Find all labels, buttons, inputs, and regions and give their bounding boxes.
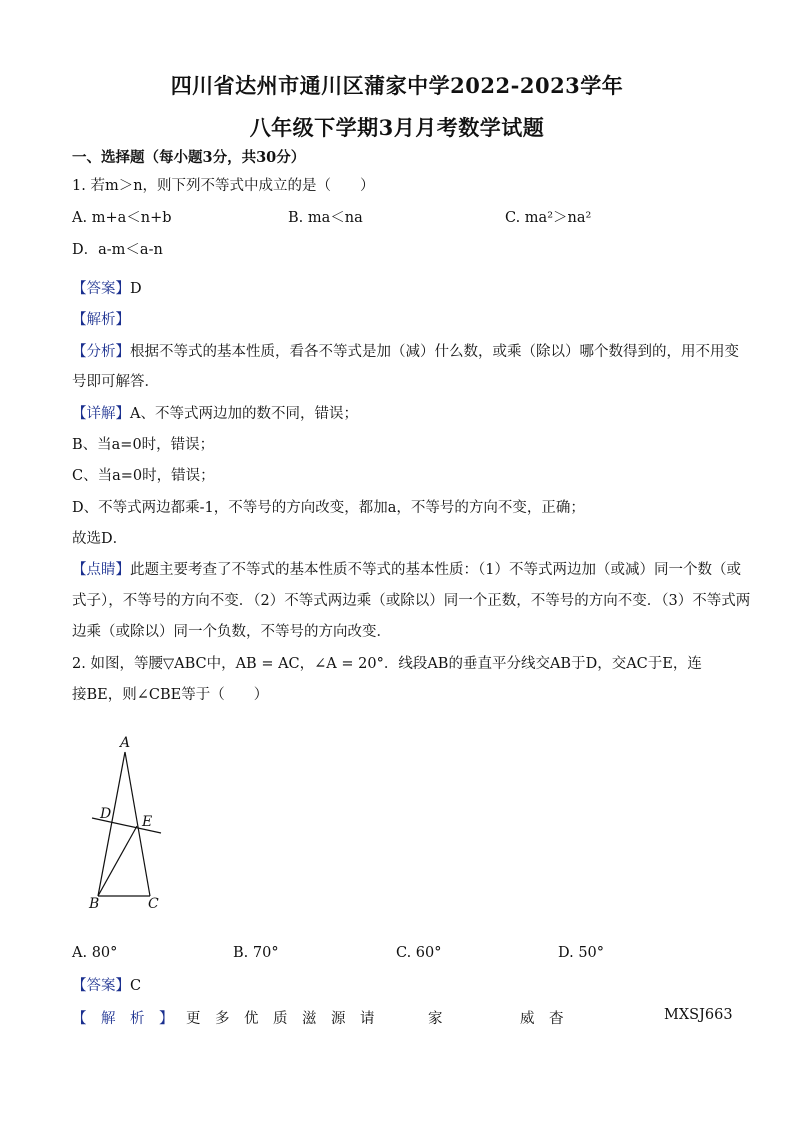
label-a: A [120, 735, 131, 751]
q2-answer [72, 976, 724, 996]
footer-tag: 【 解 析 】 [72, 1011, 174, 1027]
fenxi-text-1: 根据不等式的基本性质，看各不等式是加（减）什么数，或乘（除以）哪个数得到的，用不用变 [130, 344, 739, 360]
q1-option-d: D．a-m＜a-n [72, 242, 163, 258]
label-e: E [142, 814, 153, 830]
q2-option-a: A. 80° [72, 945, 118, 961]
footer-text: 更 多 优 质 滋 源 请 [186, 1011, 375, 1027]
q2-stem-line-1: 2. 如图，等腰▽ABC中，AB = AC，∠A = 20°．线段AB的垂直平分线交AB于D，交AC于E，连 [72, 656, 702, 672]
q1-dianjing-line-3: 边乘（或除以）同一个负数，不等号的方向改变． [72, 624, 391, 640]
footer-word-2: 威 杳 [520, 1011, 564, 1027]
q1-option-b: B. ma＜na [288, 210, 363, 226]
q2-option-b: B. 70° [233, 945, 279, 961]
q1-option-c: C. ma²＞na² [505, 210, 592, 226]
title-line-1: 四川省达州市通川区蒲家中学2022-2023学年 [170, 73, 624, 98]
q1-guxuan: 故选D． [72, 531, 128, 547]
q1-xiangjie-b: B、当a=0时，错误； [72, 437, 215, 453]
footer-code: MXSJ663 [664, 1007, 733, 1023]
segment-be [98, 826, 137, 896]
answer-tag: 【答案】 [72, 281, 130, 297]
q1-xiangjie-a [72, 404, 724, 424]
answer-value: C [130, 978, 142, 994]
label-d: D [100, 806, 112, 822]
q1-analysis-tag: 【解析】 [72, 312, 130, 328]
footer-word-1: 家 [428, 1011, 443, 1027]
q2-option-d: D. 50° [558, 945, 605, 961]
q1-stem: 1. 若m＞n，则下列不等式中成立的是（ ） [72, 178, 375, 194]
fenxi-tag: 【分析】 [72, 344, 130, 360]
title-line-2: 八年级下学期3月月考数学试题 [249, 115, 545, 140]
label-b: B [89, 896, 100, 912]
q1-dianjing-line-1 [72, 560, 741, 580]
section-heading: 一、选择题（每小题3分，共30分） [72, 149, 306, 166]
answer-tag: 【答案】 [72, 978, 130, 994]
dianjing-tag: 【点睛】 [72, 562, 130, 578]
q1-answer [72, 279, 724, 299]
q1-xiangjie-d: D、不等式两边都乘-1，不等号的方向改变，都加a，不等号的方向不变，正确； [72, 500, 585, 516]
q1-dianjing-line-2: 式子），不等号的方向不变．（2）不等式两边乘（或除以）同一个正数，不等号的方向不变．（3）不等式两 [72, 593, 751, 609]
q1-option-a: A. m+a＜n+b [72, 210, 172, 226]
xiangjie-a-text: A、不等式两边加的数不同，错误； [130, 406, 358, 422]
q1-fenxi-line-1 [72, 342, 739, 362]
label-c: C [148, 896, 159, 912]
q1-xiangjie-c: C、当a=0时，错误； [72, 468, 215, 484]
dianjing-text-1: 此题主要考查了不等式的基本性质不等式的基本性质：（1）不等式两边加（或减）同一个数（或 [130, 562, 741, 578]
xiangjie-tag: 【详解】 [72, 406, 130, 422]
q2-option-c: C. 60° [396, 945, 442, 961]
answer-value: D [130, 281, 142, 297]
triangle-figure [80, 730, 180, 920]
q1-fenxi-line-2: 号即可解答． [72, 374, 159, 390]
q2-stem-line-2: 接BE，则∠CBE等于（ ） [72, 687, 269, 703]
